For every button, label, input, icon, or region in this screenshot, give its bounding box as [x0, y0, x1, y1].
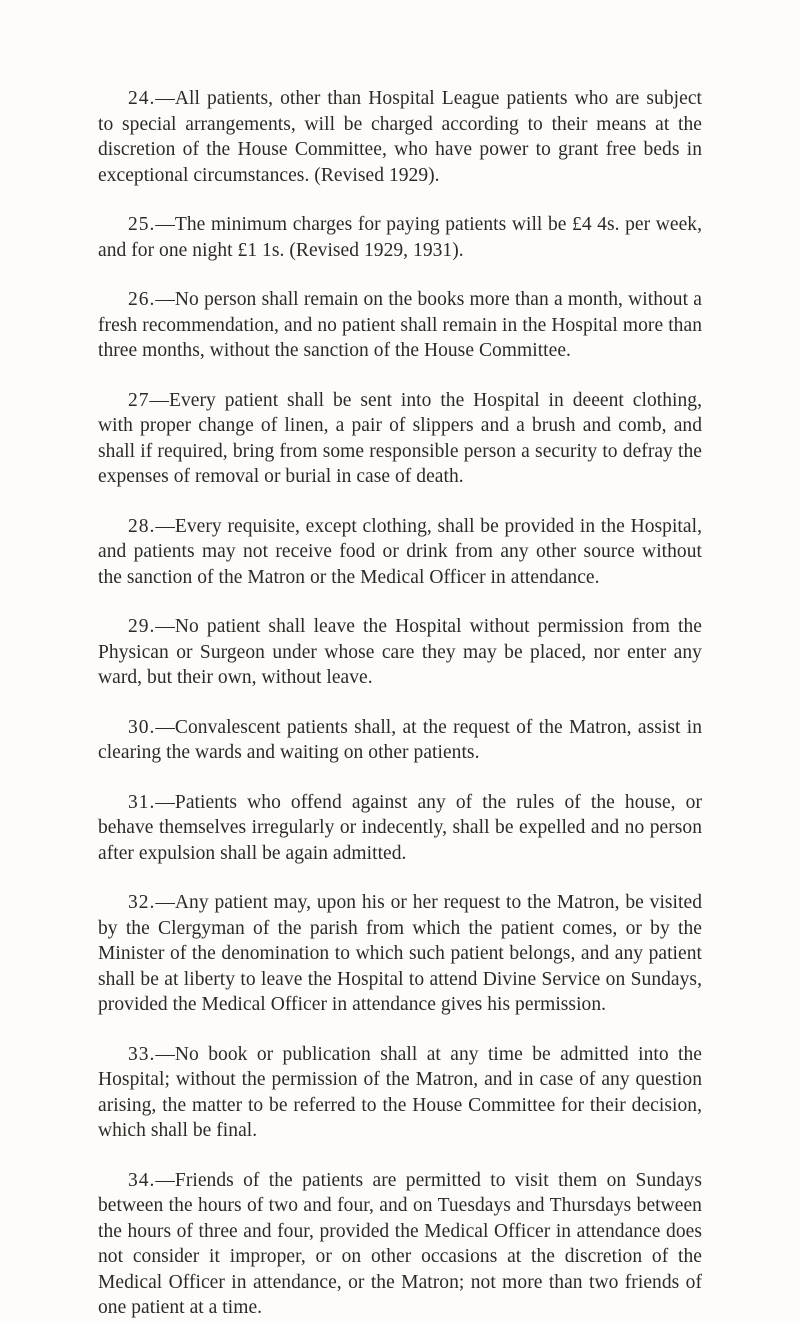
rule-34: [98, 1168, 702, 1321]
rule-24: [98, 86, 702, 188]
rule-30: [98, 715, 702, 766]
rule-31: [98, 790, 702, 867]
rule-text: —No patient shall leave the Hospital without permission from the Physican or Surgeon under whose care they may be placed, nor enter any ward, but their own, without leave.: [98, 616, 702, 688]
rule-number: 25.: [128, 214, 156, 235]
rule-number: 27: [128, 389, 150, 411]
rule-text: —Patients who offend against any of the rules of the house, or behave themselves irregularly or indecently, shall be expelled and no person after expulsion shall be again admitted.: [98, 791, 702, 864]
rule-text: —The minimum charges for paying patients will be £4 4s. per week, and for one night £1 1s. (Revised 1929, 1931).: [98, 214, 702, 261]
rule-text: —No person shall remain on the books more than a month, without a fresh recommendation, and no patient shall remain in the Hospital more than three months, without the sanction of the House Committee.: [98, 289, 702, 361]
rule-number: 26.: [128, 289, 156, 310]
rule-number: 30.: [128, 716, 156, 738]
rule-32: [98, 890, 702, 1018]
rule-28: [98, 514, 702, 591]
rule-text: —Convalescent patients shall, at the request of the Matron, assist in clearing the wards and waiting on other patients.: [98, 716, 702, 763]
rule-number: 31.: [128, 791, 156, 813]
rule-text: —Every requisite, except clothing, shall be provided in the Hospital, and patients may not receive food or drink from any other source without the sanction of the Matron or the Medical Officer in attendance.: [98, 515, 702, 588]
rule-number: 32.: [128, 892, 156, 913]
rule-29: [98, 614, 702, 691]
rule-number: 29.: [128, 616, 156, 637]
rule-text: —All patients, other than Hospital League patients who are subject to special arrangements, will be charged according to their means at the discretion of the House Committee, who have power to grant free beds in exceptional circumstances. (Revised 1929).: [98, 88, 702, 186]
rule-number: 24.: [128, 88, 156, 109]
rule-text: —Every patient shall be sent into the Hospital in deeent clothing, with proper change of linen, a pair of slippers and a brush and comb, and shall if required, bring from some responsible person a security to defray the expenses of removal or burial in case of death.: [98, 389, 702, 487]
rule-number: 33.: [128, 1043, 156, 1065]
rule-25: [98, 212, 702, 263]
rule-text: —Friends of the patients are permitted to visit them on Sundays between the hours of two and four, and on Tuesdays and Thursdays between the hours of three and four, provided the Medical Officer in attendance does not consider it improper, or on other occasions at the discretion of the Medical Officer in attendance, or the Matron; not more than two friends of one patient at a time.: [98, 1169, 702, 1318]
rule-text: —No book or publication shall at any time be admitted into the Hospital; without the permission of the Matron, and in case of any question arising, the matter to be referred to the House Committee for their decision, which shall be final.: [98, 1043, 702, 1141]
rule-text: —Any patient may, upon his or her request to the Matron, be visited by the Clergyman of the parish from which the patient comes, or by the Minister of the denomination to which such patient belongs, and any patient shall be at liberty to leave the Hospital to attend Divine Service on Sundays, provided the Medical Officer in attendance gives his permission.: [98, 892, 702, 1015]
rule-33: [98, 1042, 702, 1144]
rule-27: [98, 388, 702, 490]
rule-number: 28.: [128, 515, 156, 537]
rule-number: 34.: [128, 1169, 156, 1191]
rule-26: [98, 287, 702, 364]
